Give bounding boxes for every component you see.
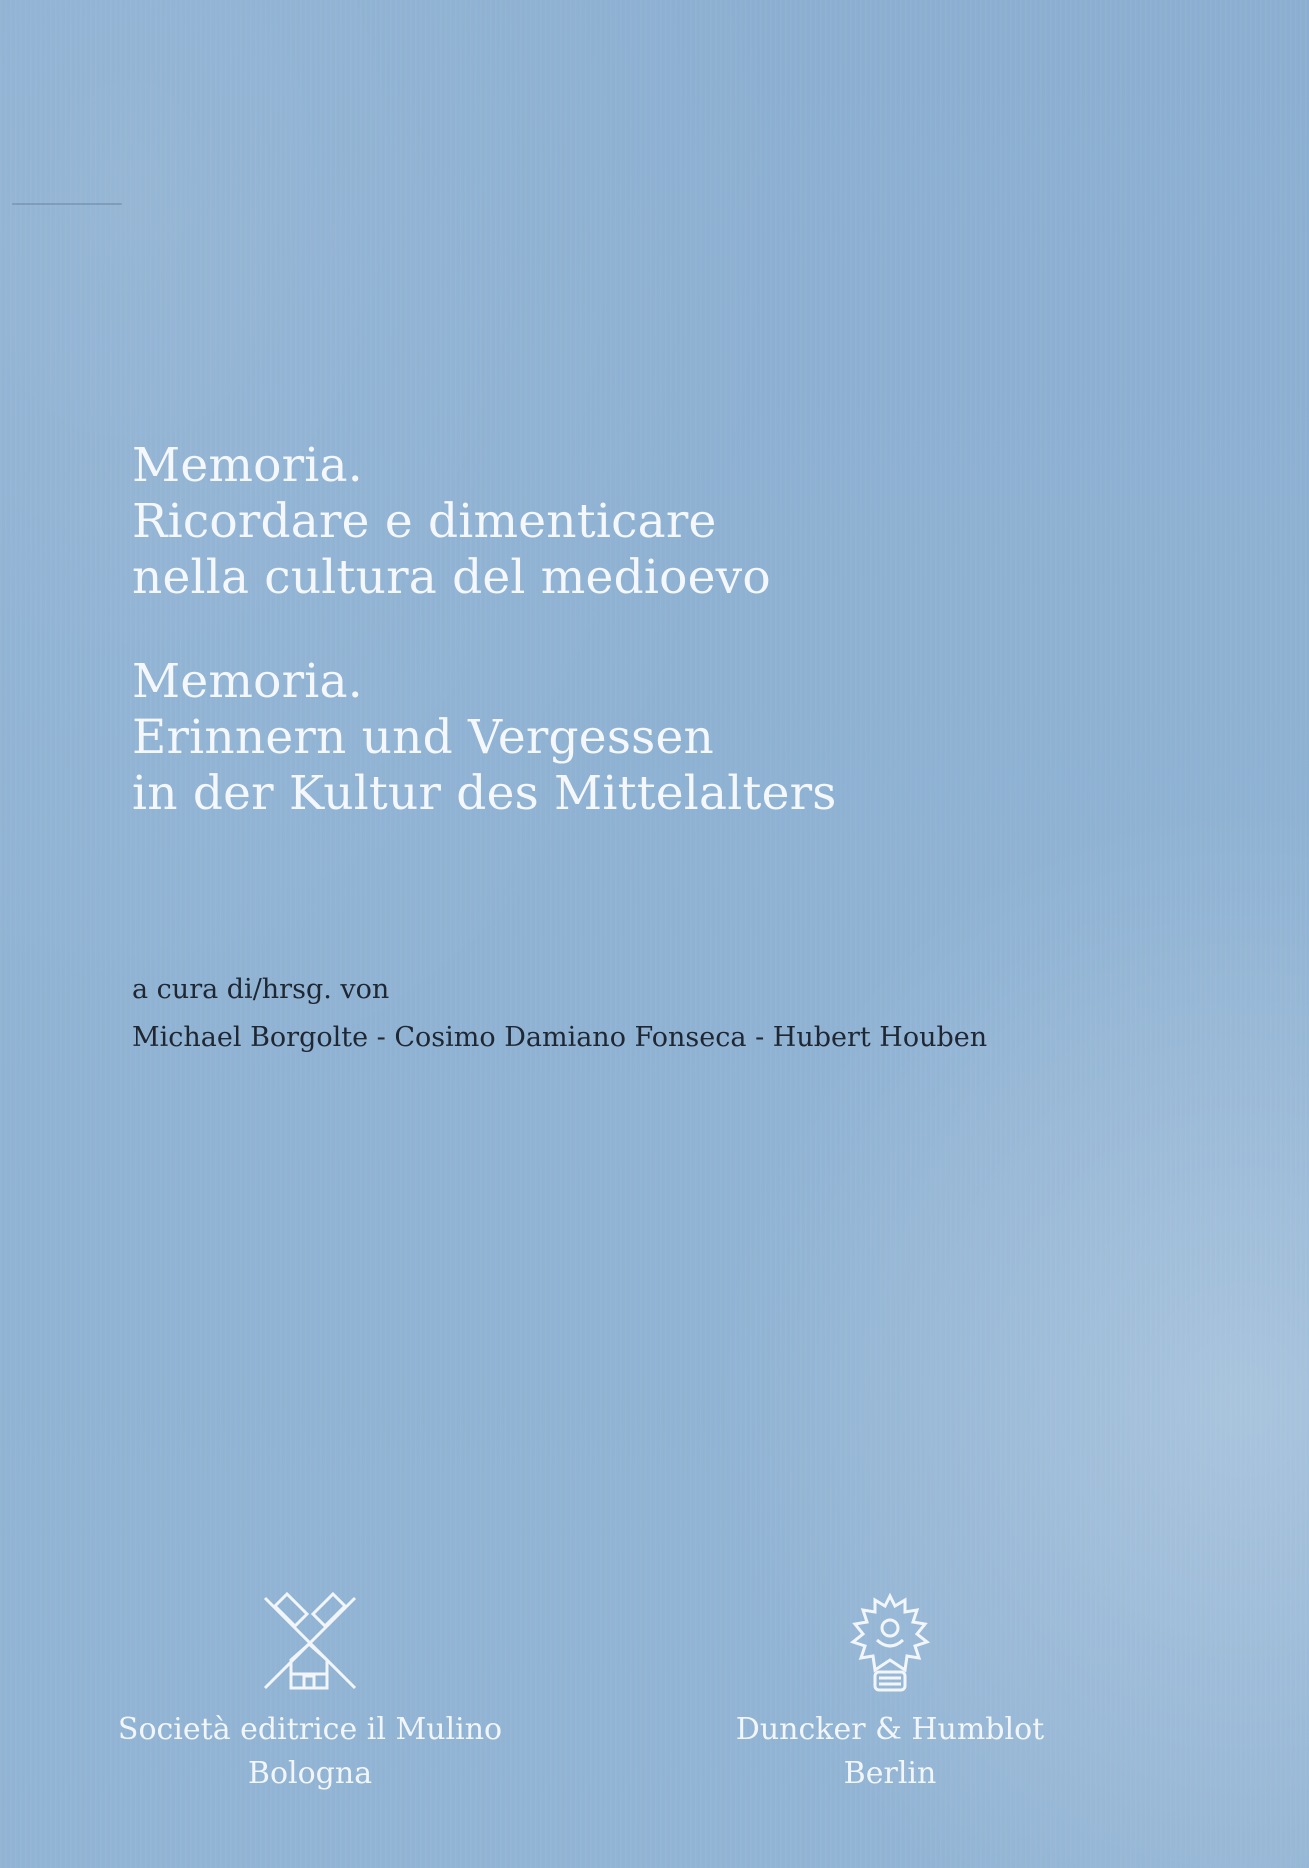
title-italian-line-3: nella cultura del medioevo [132, 550, 771, 605]
editors-block [132, 966, 1232, 1062]
title-german-line-3: in der Kultur des Mittelalters [132, 766, 837, 821]
cover-scuff-mark [12, 203, 122, 205]
publisher-duncker-city: Berlin [843, 1756, 937, 1791]
title-italian-line-1: Memoria. [132, 438, 363, 493]
title-italian-line-2: Ricordare e dimenticare [132, 494, 717, 549]
publisher-mulino-city: Bologna [247, 1756, 373, 1791]
eagle-crest-icon [845, 1590, 935, 1696]
title-german-line-2: Erinnern und Vergessen [132, 710, 714, 765]
editors-names: Michael Borgolte - Cosimo Damiano Fonseca - Hubert Houben [132, 1022, 988, 1053]
publisher-mulino-name: Società editrice il Mulino [117, 1712, 503, 1747]
publisher-duncker [720, 1590, 1060, 1796]
publisher-duncker-name: Duncker & Humblot [735, 1712, 1045, 1747]
editors-intro: a cura di/hrsg. von [132, 974, 390, 1005]
title-block [132, 438, 1132, 822]
title-german-line-1: Memoria. [132, 654, 363, 709]
windmill-icon [255, 1590, 365, 1696]
publisher-mulino [110, 1590, 510, 1796]
title-spacer [132, 606, 1132, 654]
